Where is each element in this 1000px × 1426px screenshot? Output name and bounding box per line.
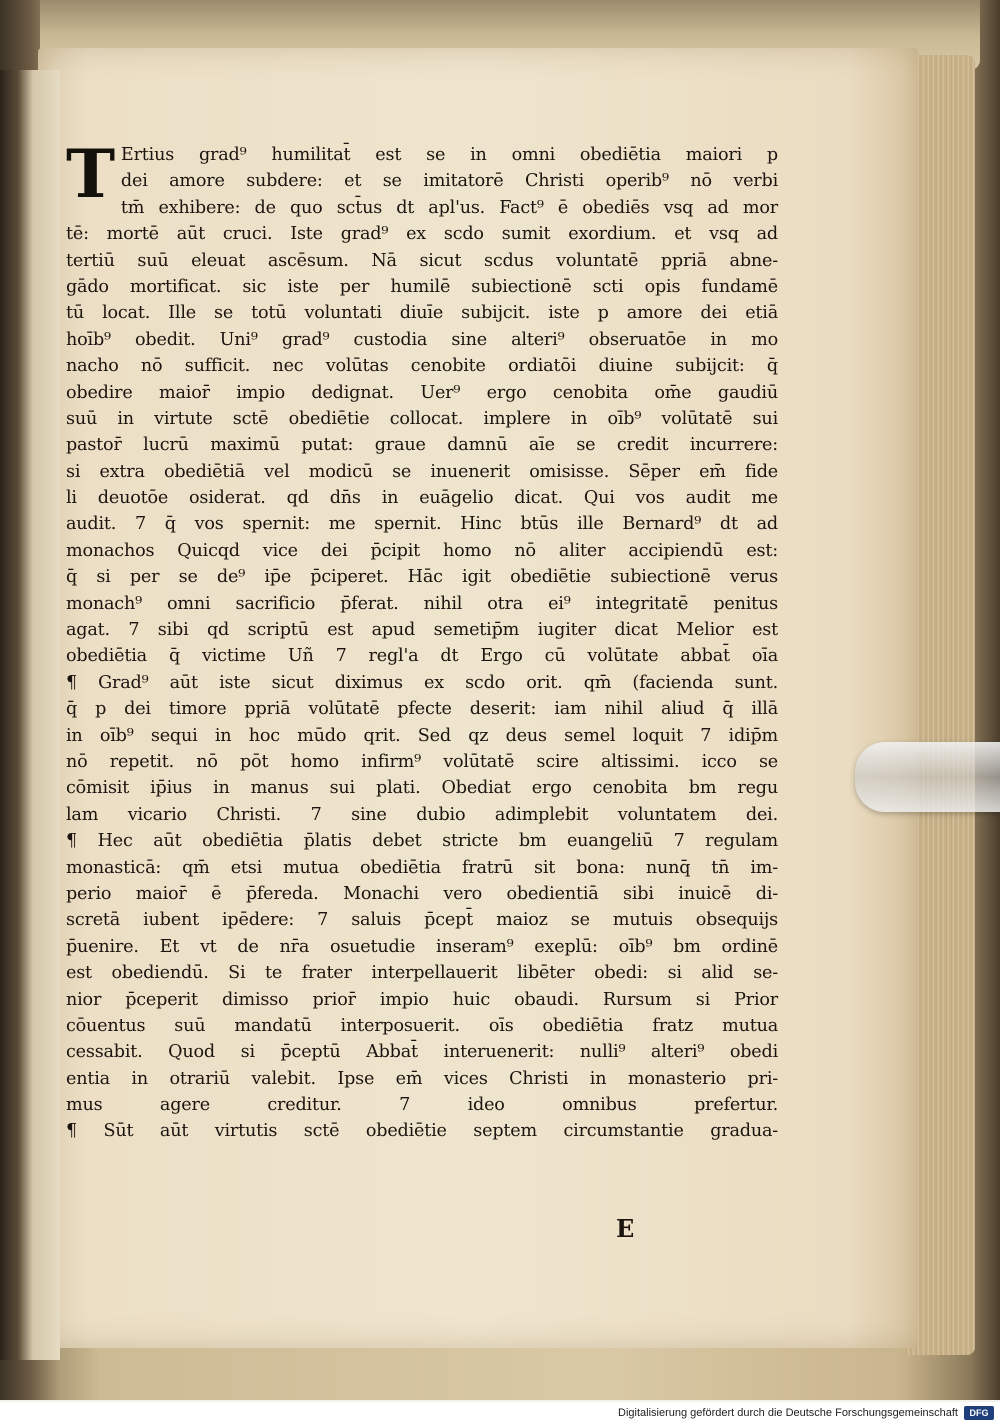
text-line: cessabit. Quod si p̄ceptū Abbat̄ interuenerit: nulli⁹ alteri⁹ obedi bbox=[66, 1042, 778, 1063]
text-line: nō repetit. nō pōt homo infirm⁹ volūtatē scire altissimi. icco se bbox=[66, 751, 778, 772]
text-line: tertiū suū eleuat ascēsum. Nā sicut scdus voluntatē ppriā abne- bbox=[66, 250, 778, 271]
text-line: q̄ p dei timore ppriā volūtatē pfecte deserit: iam nihil aliud q̄ illā bbox=[66, 699, 778, 720]
text-line: dei amore subdere: et se imitatorē Christi operib⁹ nō verbi bbox=[120, 171, 778, 192]
text-line: cōuentus suū mandatū interposuerit. oīs obediētia fratz mutua bbox=[66, 1015, 778, 1036]
text-line: pastor̄ lucrū maximū putat: graue damnū aīe se credit incurrere: bbox=[66, 435, 778, 456]
text-line: agat. 7 sibi qd scriptū est apud semetip̄m iugiter dicat Melior est bbox=[66, 620, 778, 641]
signature-mark: E bbox=[616, 1214, 635, 1243]
text-line: obediētia q̄ victime Uñ 7 regl'a dt Ergo cū volūtate abbat̄ oīa bbox=[66, 646, 778, 667]
text-line: gādo mortificat. sic iste per humilē subiectionē scti opis fundamē bbox=[66, 276, 778, 297]
text-line: obedire maior̄ impio dedignat. Uer⁹ ergo cenobita om̄e gaudiū bbox=[66, 382, 778, 403]
text-line: nacho nō sufficit. nec volūtas cenobite ordiatōi diuine subijcit: q̄ bbox=[66, 356, 778, 377]
text-line: nior p̄ceperit dimisso prior̄ impio huic obaudi. Rursum si Prior bbox=[66, 989, 778, 1010]
text-line: lam vicario Christi. 7 sine dubio adimplebit voluntatem dei. bbox=[66, 804, 778, 825]
text-line: li deuotōe osiderat. qd dn̄s in euāgelio dicat. Qui vos audit me bbox=[66, 488, 778, 509]
text-line: ¶ Sūt aūt virtutis sctē obediētie septem circumstantie gradua- bbox=[66, 1121, 778, 1142]
text-line: perio maior̄ ē p̄fereda. Monachi vero obedientiā sibi inuicē di- bbox=[66, 883, 778, 904]
text-line: est obediendū. Si te frater interpellauerit libēter obedi: si alid se- bbox=[66, 963, 778, 984]
text-line: monachos Quicqd vice dei p̄cipit homo nō aliter accipiendū est: bbox=[66, 540, 778, 561]
decorated-initial: T bbox=[66, 135, 115, 213]
text-line: ¶ Grad⁹ aūt iste sicut diximus ex scdo orit. qm̄ (facienda sunt. bbox=[66, 672, 778, 693]
text-line: hoīb⁹ obedit. Uni⁹ grad⁹ custodia sine alteri⁹ obseruatōe in mo bbox=[66, 329, 778, 350]
text-line: suū in virtute sctē obediētie collocat. implere in oīb⁹ volūtatē sui bbox=[66, 408, 778, 429]
text-line: tū locat. Ille se totū voluntati diuīe subijcit. iste p amore dei etiā bbox=[66, 303, 778, 324]
text-line: si extra obediētiā vel modicū se inuenerit omisisse. Sēper em̄ fide bbox=[66, 461, 778, 482]
text-line: cōmisit ip̄ius in manus sui plati. Obediat ergo cenobita bm regu bbox=[66, 778, 778, 799]
dfg-logo: DFG bbox=[964, 1406, 994, 1420]
body-text bbox=[66, 135, 778, 1145]
page-clip bbox=[855, 742, 1000, 812]
text-line: ¶ Hec aūt obediētia p̄latis debet stricte bm euangeliū 7 regulam bbox=[66, 831, 778, 852]
left-page-edge bbox=[0, 70, 60, 1360]
text-line: entia in otrariū valebit. Ipse em̄ vices Christi in monasterio pri- bbox=[66, 1068, 778, 1089]
text-line: in oīb⁹ sequi in hoc mūdo qrit. Sed qz deus semel loquit 7 idip̄m bbox=[66, 725, 778, 746]
text-line: mus agere creditur. 7 ideo omnibus prefertur. bbox=[66, 1095, 778, 1116]
text-line: tē: mortē aūt cruci. Iste grad⁹ ex scdo sumit exordium. et vsq ad bbox=[66, 224, 778, 245]
text-line: audit. 7 q̄ vos spernit: me spernit. Hinc btūs ille Bernard⁹ dt ad bbox=[66, 514, 778, 535]
text-line: monasticā: qm̄ etsi mutua obediētia fratrū sit bona: nunq̄ tn̄ im- bbox=[66, 857, 778, 878]
text-line: p̄uenire. Et vt de nr̄a osuetudie inseram⁹ exeplū: oīb⁹ bm ordinē bbox=[66, 936, 778, 957]
text-line: scretā iubent ipēdere: 7 saluis p̄cept̄ maioz se mutuis obsequijs bbox=[66, 910, 778, 931]
funding-credit: Digitalisierung gefördert durch die Deutsche Forschungsgemeinschaft bbox=[618, 1407, 958, 1419]
text-line: Ertius grad⁹ humilitat̄ est se in omni obediētia maiori p bbox=[120, 145, 778, 165]
footer-bar bbox=[0, 1402, 1000, 1426]
text-line: q̄ si per se de⁹ ip̄e p̄ciperet. Hāc igit obediētie subiectionē verus bbox=[66, 567, 778, 588]
text-line: tm̄ exhibere: de quo sct̄us dt apl'us. Fact⁹ ē obediēs vsq ad mor bbox=[120, 197, 778, 218]
text-line: monach⁹ omni sacrificio p̄ferat. nihil otra ei⁹ integritatē penitus bbox=[66, 593, 778, 614]
